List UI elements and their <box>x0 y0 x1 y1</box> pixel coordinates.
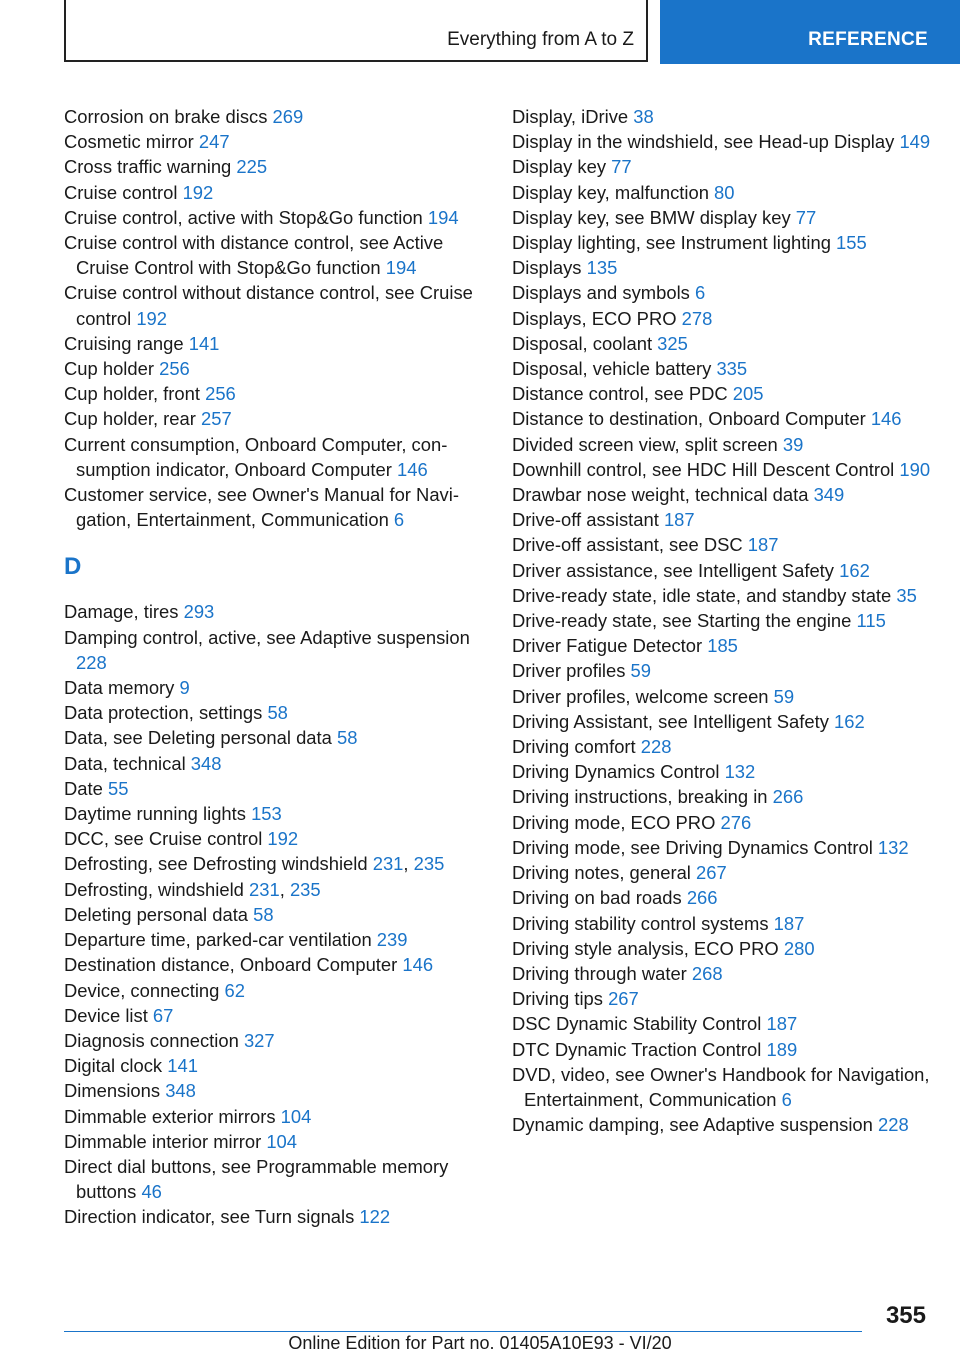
page-reference-link[interactable]: 6 <box>781 1088 792 1110</box>
page-reference-link[interactable]: 267 <box>696 862 727 884</box>
index-entry-term: Driver profiles, welcome screen <box>512 685 774 707</box>
page-reference-link[interactable]: 192 <box>267 828 299 850</box>
index-entry-term: Display, iDrive <box>512 106 634 127</box>
page-reference-link[interactable]: 205 <box>732 383 764 405</box>
index-entry-term: Disposal, coolant <box>512 332 658 354</box>
index-entry <box>512 457 932 482</box>
page-reference-link[interactable]: 348 <box>190 752 222 774</box>
page-reference-link[interactable]: 231 <box>249 878 280 900</box>
index-group-c <box>64 104 482 532</box>
index-entry-term: DTC Dynamic Traction Control <box>512 1038 767 1060</box>
page-reference-link[interactable]: 349 <box>813 484 845 506</box>
index-entry <box>512 1011 932 1036</box>
index-entry <box>64 725 482 750</box>
index-entry <box>64 1053 482 1078</box>
index-entry-term: Device list <box>64 1004 153 1026</box>
page-reference-link[interactable]: 256 <box>205 383 236 405</box>
index-entry: Defrosting, windshield 231, 235 <box>64 878 321 900</box>
index-entry <box>64 751 482 776</box>
index-entry <box>512 961 932 986</box>
page-reference-link[interactable]: 153 <box>251 803 282 825</box>
index-entry-term: Damping control, active, see Adaptive suspension <box>64 626 470 648</box>
page-reference-link[interactable]: 58 <box>253 903 274 925</box>
index-entry-term: Driving tips <box>512 988 609 1010</box>
index-entry-term: Driver profiles <box>512 660 631 682</box>
page-reference-link[interactable]: 9 <box>179 677 190 699</box>
index-entry-term: Drive-off assistant, see DSC <box>512 534 748 556</box>
page-reference-link[interactable]: 189 <box>766 1038 798 1060</box>
index-entry <box>512 280 932 305</box>
index-entry <box>64 356 482 381</box>
index-entry-term: Driving stability control systems <box>512 912 774 934</box>
index-entry-term: Device, connecting <box>64 979 225 1001</box>
index-entry-term: Dimmable interior mirror <box>64 1130 267 1152</box>
index-entry-term: Cross traffic warning <box>64 156 237 178</box>
index-entry <box>512 180 932 205</box>
page-reference-link[interactable]: 115 <box>856 610 886 632</box>
index-entry <box>64 205 482 230</box>
page-reference-link[interactable]: 190 <box>899 458 931 480</box>
index-entry-term: Defrosting, windshield <box>64 878 250 900</box>
page-reference-link[interactable]: 38 <box>633 106 654 127</box>
page-reference-link[interactable]: 228 <box>640 736 672 758</box>
index-entry-term: Driving notes, general <box>512 862 697 884</box>
index-entry <box>64 180 482 205</box>
page-reference-link[interactable]: 239 <box>376 929 408 951</box>
page-reference-link[interactable]: 267 <box>608 988 639 1010</box>
index-entry <box>512 1112 932 1137</box>
index-entry-term: Cup holder, rear <box>64 408 201 430</box>
index-entry-term: Display lighting, see Instrument lighting <box>512 232 837 254</box>
index-entry <box>512 154 932 179</box>
page-reference-link[interactable]: 278 <box>681 307 713 329</box>
header-section-box <box>660 0 960 64</box>
index-entry <box>512 885 932 910</box>
page-reference-link[interactable]: 228 <box>76 651 107 673</box>
index-entry-term: Driving Dynamics Control <box>512 761 725 783</box>
index-entry <box>64 104 482 129</box>
index-entry <box>512 482 932 507</box>
index-entry <box>512 432 932 457</box>
page-reference-link[interactable]: 132 <box>724 761 756 783</box>
index-entry-term: Damage, tires <box>64 601 184 623</box>
index-group-d-continued <box>512 104 932 1137</box>
index-entry <box>512 633 932 658</box>
index-entry-term: Divided screen view, split screen <box>512 433 783 455</box>
index-entry-term: Driving Assistant, see Intelligent Safety <box>512 710 834 732</box>
page-reference-link[interactable]: 59 <box>630 660 652 682</box>
page-reference-link[interactable]: 256 <box>159 358 190 380</box>
page-reference-link[interactable]: 185 <box>707 635 738 657</box>
index-entry <box>512 306 932 331</box>
index-entry-term: Drive-ready state, see Starting the engine <box>512 610 857 632</box>
index-entry-term: Cruise control <box>64 181 183 203</box>
index-entry <box>512 532 932 557</box>
page-reference-link[interactable]: 327 <box>243 1029 275 1051</box>
page-reference-link[interactable]: 187 <box>773 912 805 934</box>
header-title: Everything from A to Z <box>447 29 634 50</box>
page-reference-link[interactable]: 39 <box>782 433 804 455</box>
index-entry <box>512 684 932 709</box>
page-reference-link[interactable]: 231 <box>372 853 404 875</box>
index-entry-term: Cruise control without distance control, see Cruise control <box>64 282 473 329</box>
index-entry-term: Display key, malfunction <box>512 181 715 203</box>
page-reference-link[interactable]: 6 <box>694 282 706 304</box>
page-reference-link[interactable]: 55 <box>107 777 129 799</box>
index-entry-term: Direction indicator, see Turn signals <box>64 1206 360 1228</box>
index-entry <box>64 406 482 431</box>
page-reference-link[interactable]: 104 <box>266 1130 298 1152</box>
index-entry <box>512 835 932 860</box>
index-entry <box>512 507 932 532</box>
index-entry-term: Drive-ready state, idle state, and standby state <box>512 584 897 606</box>
index-entry <box>64 1129 482 1154</box>
page-reference-link[interactable]: 77 <box>611 156 632 178</box>
index-entry <box>64 230 482 280</box>
page-reference-link[interactable]: 162 <box>839 559 870 581</box>
page-reference-link[interactable]: 104 <box>280 1105 312 1127</box>
index-entry-term: Date <box>64 777 108 799</box>
index-entry-term: Disposal, vehicle battery <box>512 358 717 380</box>
index-entry-term: Data, see Deleting personal data <box>64 727 337 749</box>
index-entry-term: Dimensions <box>64 1080 166 1102</box>
index-entry <box>512 230 932 255</box>
page-reference-link[interactable]: 235 <box>289 878 321 900</box>
page-reference-link[interactable]: 141 <box>167 1055 198 1077</box>
page-reference-link[interactable]: 58 <box>267 702 288 724</box>
index-entry-term: DCC, see Cruise control <box>64 828 268 850</box>
index-entry <box>512 331 932 356</box>
page-reference-link[interactable]: 135 <box>586 257 618 279</box>
index-entry-term: Dimmable exterior mirrors <box>64 1105 281 1127</box>
index-column-left <box>64 104 482 1230</box>
page-reference-link[interactable]: 348 <box>165 1080 196 1102</box>
page-reference-link[interactable]: 266 <box>686 887 718 909</box>
page-reference-link[interactable]: 58 <box>336 727 358 749</box>
index-entry <box>512 255 932 280</box>
index-entry-term: Display in the windshield, see Head-up Display <box>512 131 900 153</box>
index-entry-term: Cup holder, front <box>64 383 206 405</box>
index-entry <box>512 810 932 835</box>
index-entry-term: Data, technical <box>64 752 191 774</box>
index-entry-term: Cruise control with distance control, see Active Cruise Control with Stop&Go function <box>64 232 444 279</box>
page-reference-link[interactable]: 225 <box>236 156 268 178</box>
index-entry <box>64 902 482 927</box>
page-reference-link[interactable]: 46 <box>141 1181 162 1203</box>
index-entry-term: Data memory <box>64 677 180 699</box>
index-entry <box>512 860 932 885</box>
page-reference-link[interactable]: 280 <box>783 937 815 959</box>
index-entry <box>64 1104 482 1129</box>
index-entry-term: Cosmetic mirror <box>64 131 199 153</box>
index-entry-term: Current consumption, Onboard Computer, consumption indicator, Onboard Computer <box>64 433 448 480</box>
index-entry-term: Direct dial buttons, see Programmable memory buttons <box>64 1155 449 1203</box>
index-entry <box>64 625 482 675</box>
index-entry <box>64 154 482 179</box>
index-entry-term: Distance control, see PDC <box>512 383 733 405</box>
page-reference-link[interactable]: 146 <box>870 408 902 430</box>
page-reference-link[interactable]: 194 <box>427 206 459 228</box>
page-reference-link[interactable]: 6 <box>393 509 405 531</box>
index-entry-term: Corrosion on brake discs <box>64 106 273 127</box>
page-reference-link[interactable]: 269 <box>272 106 304 127</box>
page-reference-link[interactable]: 67 <box>152 1004 174 1026</box>
index-entry-term: Driver assistance, see Intelligent Safety <box>512 559 840 581</box>
index-entry <box>512 381 932 406</box>
header-section-label: REFERENCE <box>808 29 928 50</box>
page-reference-link[interactable]: 266 <box>772 786 804 808</box>
page-reference-link[interactable]: 132 <box>877 836 909 858</box>
index-entry <box>512 1062 932 1112</box>
index-entry-term: Digital clock <box>64 1055 168 1077</box>
index-column-right <box>512 104 932 1137</box>
index-entry-term: Destination distance, Onboard Computer <box>64 954 403 976</box>
index-entry <box>512 356 932 381</box>
index-entry <box>64 826 482 851</box>
index-entry-term: Downhill control, see HDC Hill Descent Control <box>512 458 900 480</box>
index-entry <box>64 1204 482 1229</box>
footer-divider <box>64 1331 862 1332</box>
index-entry-term: Display key <box>512 156 612 178</box>
index-entry-term: Cup holder <box>64 358 160 380</box>
index-entry <box>64 1003 482 1028</box>
index-entry <box>512 709 932 734</box>
index-entry-term: DVD, video, see Owner's Handbook for Navigation, Entertainment, Communication <box>512 1063 930 1110</box>
page-reference-link[interactable]: 276 <box>720 811 752 833</box>
page-reference-link[interactable]: 146 <box>396 458 428 480</box>
index-entry-term: Daytime running lights <box>64 803 252 825</box>
index-entry <box>64 801 482 826</box>
index-entry <box>512 406 932 431</box>
page-reference-link[interactable]: 192 <box>136 307 167 329</box>
index-entry-term: Deleting personal data <box>64 903 254 925</box>
page-reference-link[interactable]: 80 <box>714 181 735 203</box>
index-entry <box>64 776 482 801</box>
index-entry <box>64 927 482 952</box>
page-reference-link[interactable]: 35 <box>896 584 917 606</box>
index-entry <box>64 1154 482 1204</box>
index-entry-term: Diagnosis connection <box>64 1029 244 1051</box>
index-letter-heading: D <box>64 553 82 581</box>
index-entry <box>64 675 482 700</box>
index-entry-term: Defrosting, see Defrosting windshield <box>64 853 373 875</box>
index-entry <box>512 734 932 759</box>
page-reference-link[interactable]: 325 <box>657 332 688 354</box>
index-entry <box>512 104 932 129</box>
page-reference-link[interactable]: 141 <box>188 332 220 354</box>
index-entry <box>512 784 932 809</box>
index-entry <box>512 558 932 583</box>
index-entry-term: Drawbar nose weight, technical data <box>512 484 814 506</box>
page-reference-link[interactable]: 293 <box>183 601 215 623</box>
index-entry <box>512 759 932 784</box>
index-entry <box>64 952 482 977</box>
index-entry-term: Cruising range <box>64 332 189 354</box>
index-entry-term: Cruise control, active with Stop&Go function <box>64 206 428 228</box>
header-title-box <box>64 0 648 62</box>
page-reference-link[interactable]: 162 <box>834 710 865 732</box>
index-entry <box>512 205 932 230</box>
index-entry <box>512 986 932 1011</box>
footer-edition: Online Edition for Part no. 01405A10E93 - VI/20 <box>288 1333 672 1353</box>
index-entry <box>512 608 932 633</box>
index-entry <box>512 583 932 608</box>
index-group-d <box>64 599 482 1229</box>
index-entry <box>64 1028 482 1053</box>
index-entry <box>512 936 932 961</box>
index-entry <box>64 599 482 624</box>
index-entry <box>64 482 482 532</box>
page-reference-link[interactable]: 122 <box>359 1206 391 1228</box>
page-reference-link[interactable]: 77 <box>795 206 817 228</box>
page-number: 355 <box>885 1302 926 1329</box>
page-reference-link[interactable]: 187 <box>747 534 779 556</box>
index-entry <box>512 911 932 936</box>
page-reference-link[interactable]: 268 <box>691 962 723 984</box>
index-entry-term: Drive-off assistant <box>512 509 664 531</box>
index-entry-term: Driving through water <box>512 962 692 984</box>
page-reference-link[interactable]: 146 <box>402 954 434 976</box>
page-reference-link[interactable]: 247 <box>198 131 230 153</box>
index-entry-term: Displays and symbols <box>512 282 695 304</box>
index-entry-term: Driving on bad roads <box>512 887 687 909</box>
page-reference-link[interactable]: 187 <box>766 1013 798 1035</box>
index-entry-term: Driving mode, ECO PRO <box>512 811 721 833</box>
index-entry <box>64 381 482 406</box>
index-entry <box>64 432 482 482</box>
index-entry <box>64 1078 482 1103</box>
index-entry-term: Driving comfort <box>512 736 641 758</box>
index-entry <box>512 129 932 154</box>
page-reference-link[interactable]: 187 <box>663 509 695 531</box>
page-reference-link[interactable]: 194 <box>385 257 417 279</box>
index-entry <box>64 129 482 154</box>
index-entry <box>64 700 482 725</box>
page-reference-link[interactable]: 155 <box>836 232 867 254</box>
page-reference-link[interactable]: 149 <box>899 131 931 153</box>
index-entry-term: Driving instructions, breaking in <box>512 786 773 808</box>
index-entry-term: Driving style analysis, ECO PRO <box>512 937 784 959</box>
page-reference-link[interactable]: 257 <box>201 408 232 430</box>
index-entry-term: Displays <box>512 257 587 279</box>
index-entry <box>64 331 482 356</box>
index-entry <box>64 280 482 330</box>
index-entry <box>512 1037 932 1062</box>
page-reference-link[interactable]: 192 <box>182 181 214 203</box>
index-entry-term: Driver Fatigue Detector <box>512 635 708 657</box>
index-entry <box>64 978 482 1003</box>
page-reference-link[interactable]: 62 <box>224 979 245 1001</box>
index-entry-term: DSC Dynamic Stability Control <box>512 1013 767 1035</box>
page-reference-link[interactable]: 228 <box>877 1114 909 1136</box>
page-reference-link[interactable]: 335 <box>716 358 748 380</box>
index-entry-term: Dynamic damping, see Adaptive suspension <box>512 1114 878 1136</box>
index-entry-term: Driving mode, see Driving Dynamics Control <box>512 836 878 858</box>
index-entry-term: Display key, see BMW display key <box>512 206 796 228</box>
index-entry-term: Customer service, see Owner's Manual for Navigation, Entertainment, Communication <box>64 484 459 531</box>
index-entry-term: Data protection, settings <box>64 702 268 724</box>
page-reference-link[interactable]: 235 <box>413 853 445 875</box>
index-entry-term: Departure time, parked-car ventilation <box>64 929 377 951</box>
page-reference-link[interactable]: 59 <box>773 685 795 707</box>
index-entry: Defrosting, see Defrosting windshield 231, 235 <box>64 853 445 875</box>
index-entry <box>512 658 932 683</box>
index-entry-term: Displays, ECO PRO <box>512 307 682 329</box>
index-entry-term: Distance to destination, Onboard Computer <box>512 408 871 430</box>
